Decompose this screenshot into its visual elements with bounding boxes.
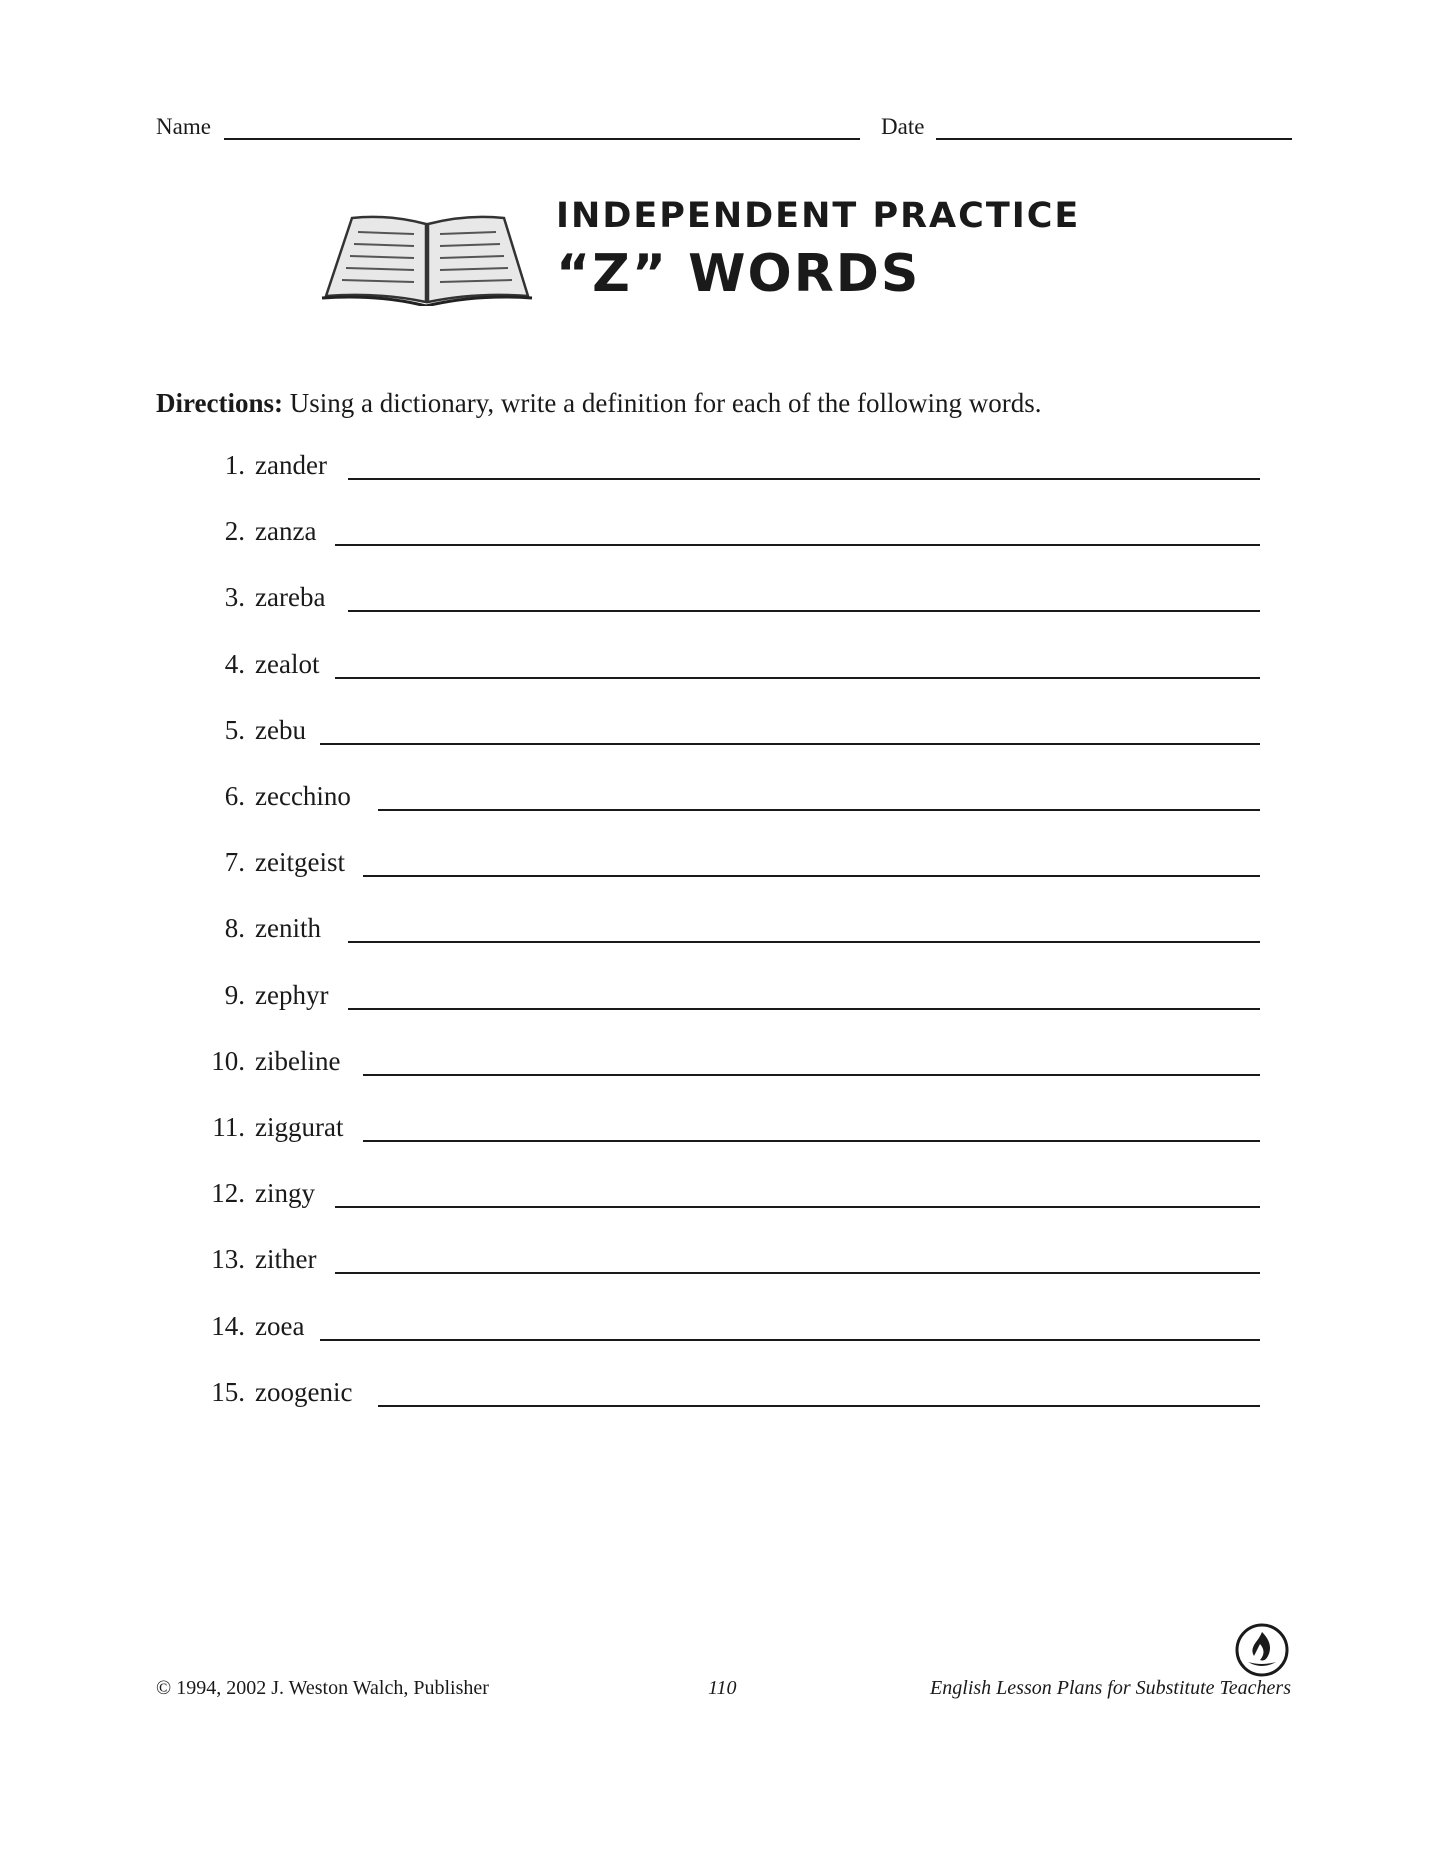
list-item <box>0 580 1445 620</box>
answer-line[interactable] <box>348 610 1260 612</box>
list-item <box>0 1110 1445 1150</box>
answer-line[interactable] <box>320 1339 1260 1341</box>
item-number: 5. <box>224 714 245 745</box>
answer-line[interactable] <box>348 1008 1260 1010</box>
book-title: English Lesson Plans for Substitute Teachers <box>930 1677 1291 1699</box>
answer-line[interactable] <box>378 1405 1260 1407</box>
directions-text: Using a dictionary, write a definition for each of the following words. <box>282 388 1042 418</box>
item-number: 1. <box>224 450 245 480</box>
item-number: 9. <box>224 979 245 1010</box>
answer-line[interactable] <box>320 743 1260 745</box>
list-item <box>0 845 1445 885</box>
answer-line[interactable] <box>348 941 1260 943</box>
item-word: zealot <box>255 648 320 679</box>
answer-line[interactable] <box>335 677 1260 679</box>
flame-logo-icon <box>1234 1622 1290 1678</box>
list-item <box>0 1309 1445 1349</box>
list-item <box>0 1375 1445 1415</box>
answer-line[interactable] <box>378 809 1260 811</box>
item-number: 8. <box>224 913 245 944</box>
answer-line[interactable] <box>363 1140 1260 1142</box>
list-item <box>0 1044 1445 1084</box>
item-word: zingy <box>255 1178 315 1209</box>
answer-line[interactable] <box>335 1206 1260 1208</box>
page-title: INDEPENDENT PRACTICE <box>556 196 1081 236</box>
page-number: 110 <box>708 1677 737 1699</box>
item-word: zephyr <box>255 979 329 1010</box>
item-number: 14. <box>211 1310 245 1341</box>
item-word: zoea <box>255 1310 305 1341</box>
list-item <box>0 1242 1445 1282</box>
item-word: zenith <box>255 913 321 944</box>
item-number: 2. <box>224 516 245 547</box>
answer-line[interactable] <box>363 1074 1260 1076</box>
item-word: ziggurat <box>255 1112 344 1142</box>
list-item <box>0 647 1445 687</box>
date-label: Date <box>881 114 925 139</box>
item-number: 13. <box>211 1244 245 1275</box>
list-item <box>0 978 1445 1018</box>
item-word: zander <box>255 450 327 480</box>
item-number: 3. <box>224 582 245 613</box>
item-word: zibeline <box>255 1045 341 1076</box>
list-item <box>0 514 1445 554</box>
open-book-icon <box>318 206 536 306</box>
answer-line[interactable] <box>363 875 1260 877</box>
name-label: Name <box>156 114 211 139</box>
item-number: 15. <box>211 1376 245 1407</box>
item-word: zoogenic <box>255 1376 353 1407</box>
item-word: zanza <box>255 516 317 547</box>
item-number: 6. <box>224 781 245 811</box>
item-word: zeitgeist <box>255 847 345 878</box>
item-number: 11. <box>212 1112 245 1142</box>
list-item <box>0 448 1445 488</box>
name-date-header <box>156 112 1292 142</box>
item-word: zebu <box>255 714 306 745</box>
item-number: 10. <box>211 1045 245 1076</box>
item-number: 7. <box>224 847 245 878</box>
item-number: 12. <box>211 1178 245 1209</box>
list-item <box>0 713 1445 753</box>
page-subtitle: “Z” WORDS <box>556 244 921 304</box>
item-word: zither <box>255 1244 317 1275</box>
list-item <box>0 911 1445 951</box>
directions-label: Directions: <box>156 388 283 418</box>
item-word: zareba <box>255 582 326 613</box>
copyright: © 1994, 2002 J. Weston Walch, Publisher <box>156 1677 489 1699</box>
list-item <box>0 1176 1445 1216</box>
answer-line[interactable] <box>335 1272 1260 1274</box>
list-item <box>0 779 1445 819</box>
date-field[interactable] <box>936 138 1292 140</box>
answer-line[interactable] <box>335 544 1260 546</box>
title-block <box>556 196 1080 304</box>
directions <box>156 388 1042 419</box>
item-word: zecchino <box>255 781 351 811</box>
item-number: 4. <box>224 648 245 679</box>
name-field[interactable] <box>224 138 860 140</box>
answer-line[interactable] <box>348 478 1260 480</box>
